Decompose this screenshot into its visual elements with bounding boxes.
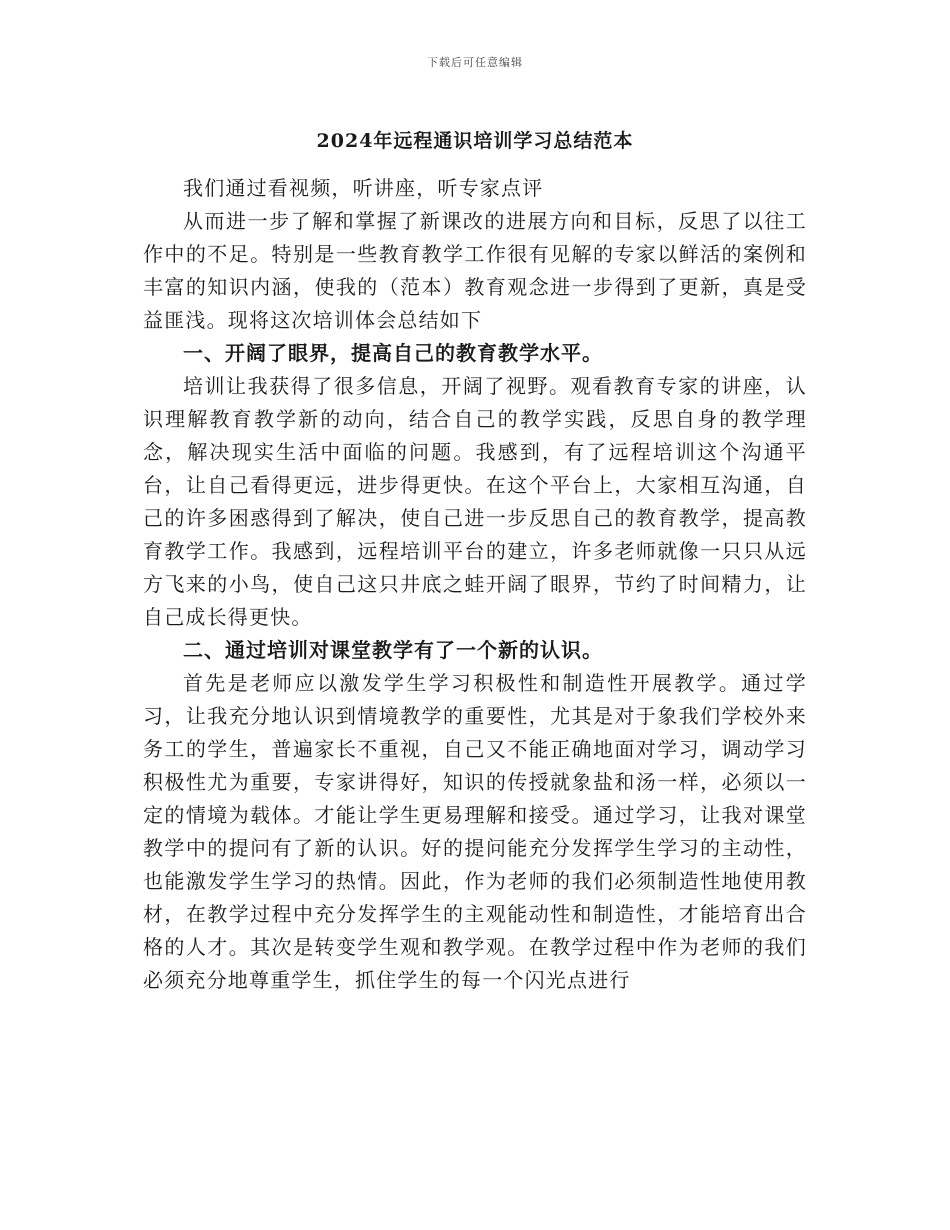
- document-body: [143, 172, 807, 997]
- page-header-note: 下载后可任意编辑: [427, 56, 523, 69]
- section-heading-1: 一、开阔了眼界，提高自己的教育教学水平。: [183, 341, 603, 365]
- paragraph-reflection: 从而进一步了解和掌握了新课改的进展方向和目标，反思了以往工作中的不足。特别是一些教育教学工作很有见解的专家以鲜活的案例和丰富的知识内涵，使我的（范本）教育观念进一步得到了更新，真是受益匪浅。现将这次培训体会总结如下: [143, 209, 807, 332]
- document-title: 2024年远程通识培训学习总结范本: [316, 130, 634, 152]
- paragraph-section-2: 首先是老师应以激发学生学习积极性和制造性开展教学。通过学习，让我充分地认识到情境教学的重要性，尤其是对于象我们学校外来务工的学生，普遍家长不重视，自己又不能正确地面对学习，调动学习积极性尤为重要，专家讲得好，知识的传授就象盐和汤一样，必须以一定的情境为载体。才能让学生更易理解和接受。通过学习，让我对课堂教学中的提问有了新的认识。好的提问能充分发挥学生学习的主动性，也能激发学生学习的热情。因此，作为老师的我们必须制造性地使用教材，在教学过程中充分发挥学生的主观能动性和制造性，才能培育出合格的人才。其次是转变学生观和教学观。在教学过程中作为老师的我们必须充分地尊重学生，抓住学生的每一个闪光点进行: [143, 671, 807, 992]
- paragraph-section-1: 培训让我获得了很多信息，开阔了视野。观看教育专家的讲座，认识理解教育教学新的动向，结合自己的教学实践，反思自身的教学理念，解决现实生活中面临的问题。我感到，有了远程培训这个沟通平台，让自己看得更远，进步得更快。在这个平台上，大家相互沟通，自己的许多困惑得到了解决，使自己进一步反思自己的教育教学，提高教育教学工作。我感到，远程培训平台的建立，许多老师就像一只只从远方飞来的小鸟，使自己这只井底之蛙开阔了眼界，节约了时间精力，让自己成长得更快。: [143, 374, 807, 629]
- paragraph-intro: 我们通过看视频，听讲座，听专家点评: [183, 176, 544, 200]
- section-heading-2: 二、通过培训对课堂教学有了一个新的认识。: [183, 638, 603, 662]
